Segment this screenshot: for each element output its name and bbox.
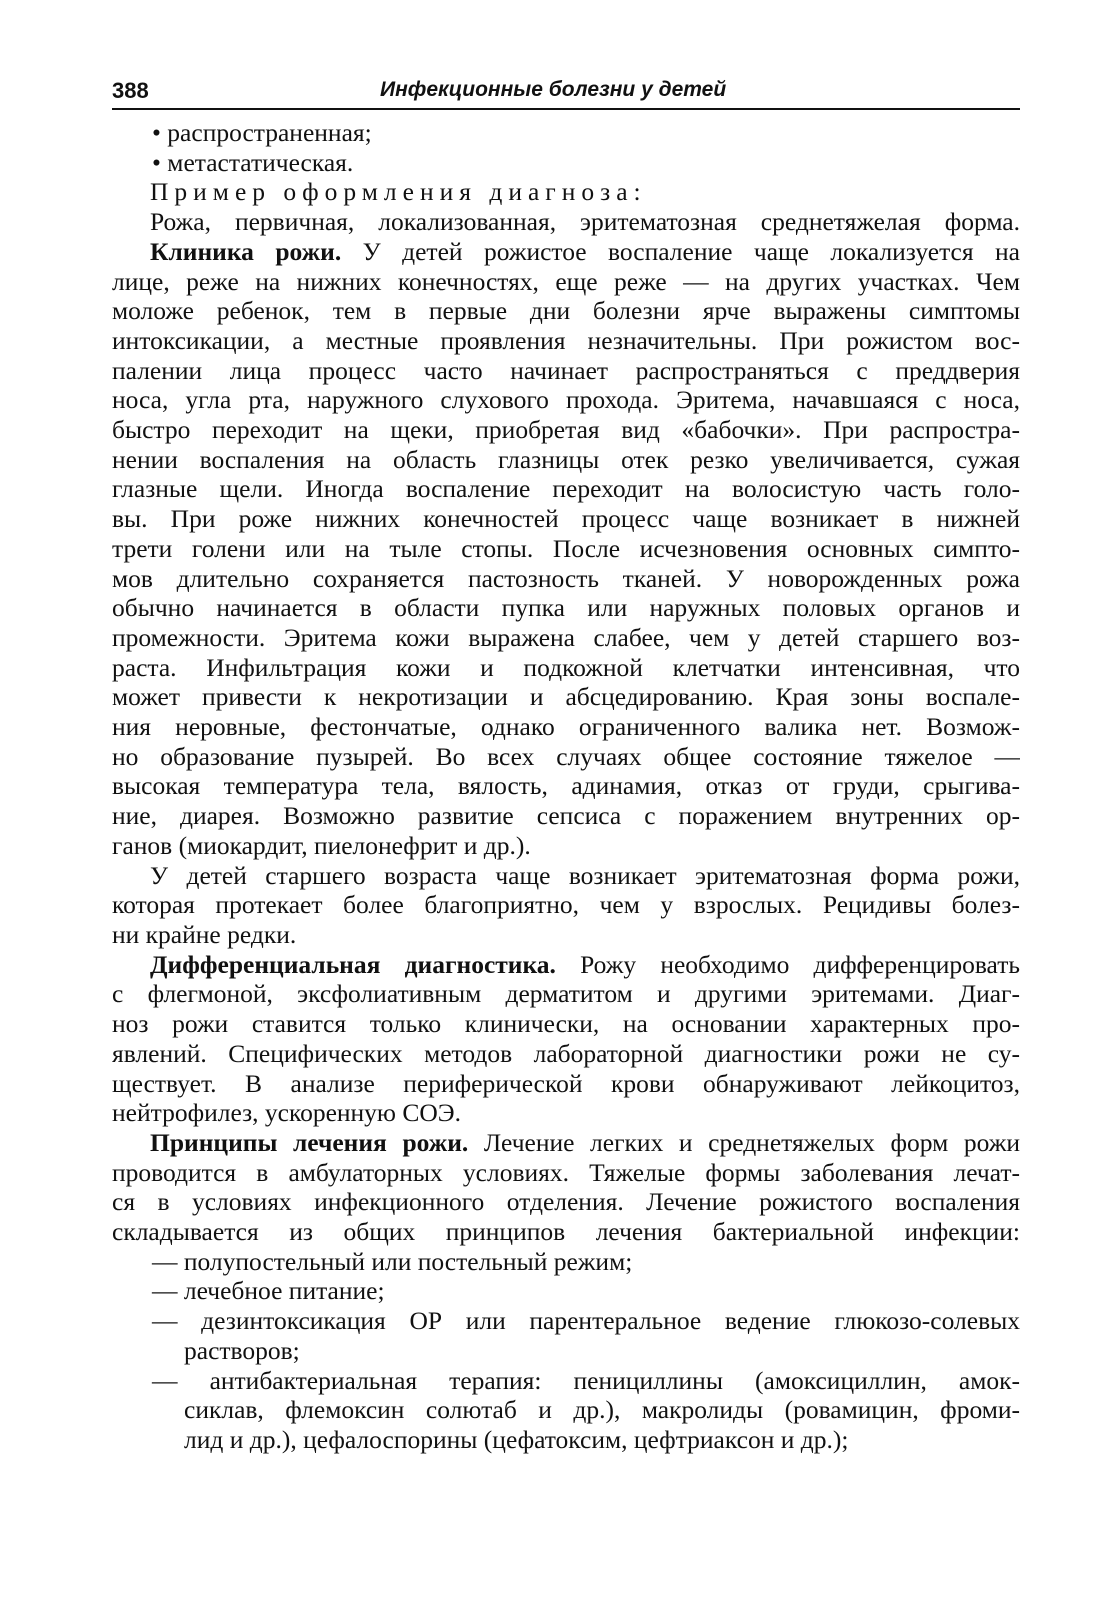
text-line [112,237,1020,267]
line-text: раста. Инфильтрация кожи и подкожной клетчатки интенсивная, что [112,652,1020,682]
text-line [112,564,1020,594]
text-line [112,118,1020,148]
line-text: — антибактериальная терапия: пенициллины (амоксициллин, амок- [152,1365,1020,1395]
line-text: может привести к некротизации и абсцедированию. Края зоны воспале- [112,682,1020,712]
book-page [112,74,1020,1455]
line-text: явлений. Специфических методов лабораторной диагностики рожи не су- [112,1038,1020,1068]
line-text: ние, диарея. Возможно развитие сепсиса с поражением внутренних ор- [112,801,1020,831]
line-text: но образование пузырей. Во всех случаях общее состояние тяжелое — [112,741,1020,771]
line-text: быстро переходит на щеки, приобретая вид «бабочки». При распростра- [112,415,1020,445]
line-text: Пример оформления диагноза: [150,177,647,207]
line-text: ноз рожи ставится только клинически, на основании характерных про- [112,1009,1020,1039]
text-line [112,177,1020,207]
text-line [112,1128,1020,1158]
text-line [112,1217,1020,1247]
text-line [112,1247,1020,1277]
text-line [112,267,1020,297]
text-line [112,771,1020,801]
page-header [112,74,1020,110]
line-text: — дезинтоксикация ОР или парентеральное ведение глюкозо-солевых [152,1306,1020,1336]
line-text: нейтрофилез, ускоренную СОЭ. [112,1098,461,1128]
line-text: Рожа, первичная, локализованная, эритематозная среднетяжелая форма. [150,207,1020,237]
line-text: которая протекает более благоприятно, чем у взрослых. Рецидивы болез- [112,890,1020,920]
line-text: растворов; [184,1335,300,1365]
text-line [112,950,1020,980]
line-text: ни крайне редки. [112,919,297,949]
line-text: У детей рожистое воспаление чаще локализуется на [341,236,1020,266]
text-line [112,742,1020,772]
line-text: ся в условиях инфекционного отделения. Лечение рожистого воспаления [112,1187,1020,1217]
line-text: моложе ребенок, тем в первые дни болезни ярче выражены симптомы [112,296,1020,326]
text-line [112,920,1020,950]
bold-run-in-heading: Клиника рожи. [150,236,342,266]
running-title: Инфекционные болезни у детей [380,78,727,101]
line-text: с флегмоной, эксфолиативным дерматитом и другими эритемами. Диаг- [112,979,1020,1009]
line-text: Лечение легких и среднетяжелых форм рожи [468,1127,1020,1157]
text-line [112,1039,1020,1069]
line-text: Рожу необходимо дифференцировать [555,949,1020,979]
text-line [112,1366,1020,1396]
text-line [112,148,1020,178]
text-line [112,474,1020,504]
line-text: палении лица процесс часто начинает распространяться с преддверия [112,355,1020,385]
line-text: обычно начинается в области пупка или наружных половых органов и [112,593,1020,623]
text-line [112,712,1020,742]
text-line [112,1425,1020,1455]
line-text: проводится в амбулаторных условиях. Тяжелые формы заболевания лечат- [112,1157,1020,1187]
line-text: • метастатическая. [152,147,354,177]
text-line [112,445,1020,475]
text-line [112,1395,1020,1425]
text-line [112,1306,1020,1336]
line-text: — полупостельный или постельный режим; [152,1246,633,1276]
line-text: ществует. В анализе периферической крови обнаруживают лейкоцитоз, [112,1068,1020,1098]
line-text: мов длительно сохраняется пастозность тканей. У новорожденных рожа [112,563,1020,593]
text-line [112,415,1020,445]
line-text: складывается из общих принципов лечения бактериальной инфекции: [112,1217,1020,1247]
line-text: лице, реже на нижних конечностях, еще реже — на других участках. Чем [112,266,1020,296]
text-line [112,801,1020,831]
line-text: У детей старшего возраста чаще возникает эритематозная форма рожи, [150,860,1020,890]
line-text: лид и др.), цефалоспорины (цефатоксим, цефтриаксон и др.); [184,1424,849,1454]
line-text: трети голени или на тыле стопы. После исчезновения основных симпто- [112,533,1020,563]
text-line [112,1276,1020,1306]
text-line [112,296,1020,326]
text-line [112,979,1020,1009]
text-line [112,326,1020,356]
text-line [112,504,1020,534]
text-line [112,653,1020,683]
line-text: — лечебное питание; [152,1276,385,1306]
text-line [112,1158,1020,1188]
line-text: ганов (миокардит, пиелонефрит и др.). [112,830,531,860]
text-line [112,593,1020,623]
text-line [112,1009,1020,1039]
text-line [112,831,1020,861]
line-text: вы. При роже нижних конечностей процесс чаще возникает в нижней [112,504,1020,534]
text-line [112,890,1020,920]
text-line [112,682,1020,712]
page-number: 388 [112,78,149,103]
text-line [112,1336,1020,1366]
text-line [112,1098,1020,1128]
text-line [112,385,1020,415]
text-line [112,207,1020,237]
text-line [112,534,1020,564]
line-text: интоксикации, а местные проявления незначительны. При рожистом вос- [112,325,1020,355]
text-line [112,861,1020,891]
line-text: нении воспаления на область глазницы отек резко увеличивается, сужая [112,444,1020,474]
body-text [112,110,1020,1455]
line-text: ния неровные, фестончатые, однако ограниченного валика нет. Возмож- [112,712,1020,742]
line-text: глазные щели. Иногда воспаление переходит на волосистую часть голо- [112,474,1020,504]
text-line [112,1187,1020,1217]
line-text: сиклав, флемоксин солютаб и др.), макролиды (ровамицин, фроми- [184,1395,1020,1425]
text-line [112,623,1020,653]
text-line [112,1069,1020,1099]
line-text: промежности. Эритема кожи выражена слабее, чем у детей старшего воз- [112,622,1020,652]
line-text: • распространенная; [152,118,372,147]
text-line [112,356,1020,386]
line-text: высокая температура тела, вялость, адинамия, отказ от груди, срыгива- [112,771,1020,801]
line-text: носа, угла рта, наружного слухового прохода. Эритема, начавшаяся с носа, [112,385,1020,415]
bold-run-in-heading: Дифференциальная диагностика. [150,949,556,979]
bold-run-in-heading: Принципы лечения рожи. [150,1127,469,1157]
